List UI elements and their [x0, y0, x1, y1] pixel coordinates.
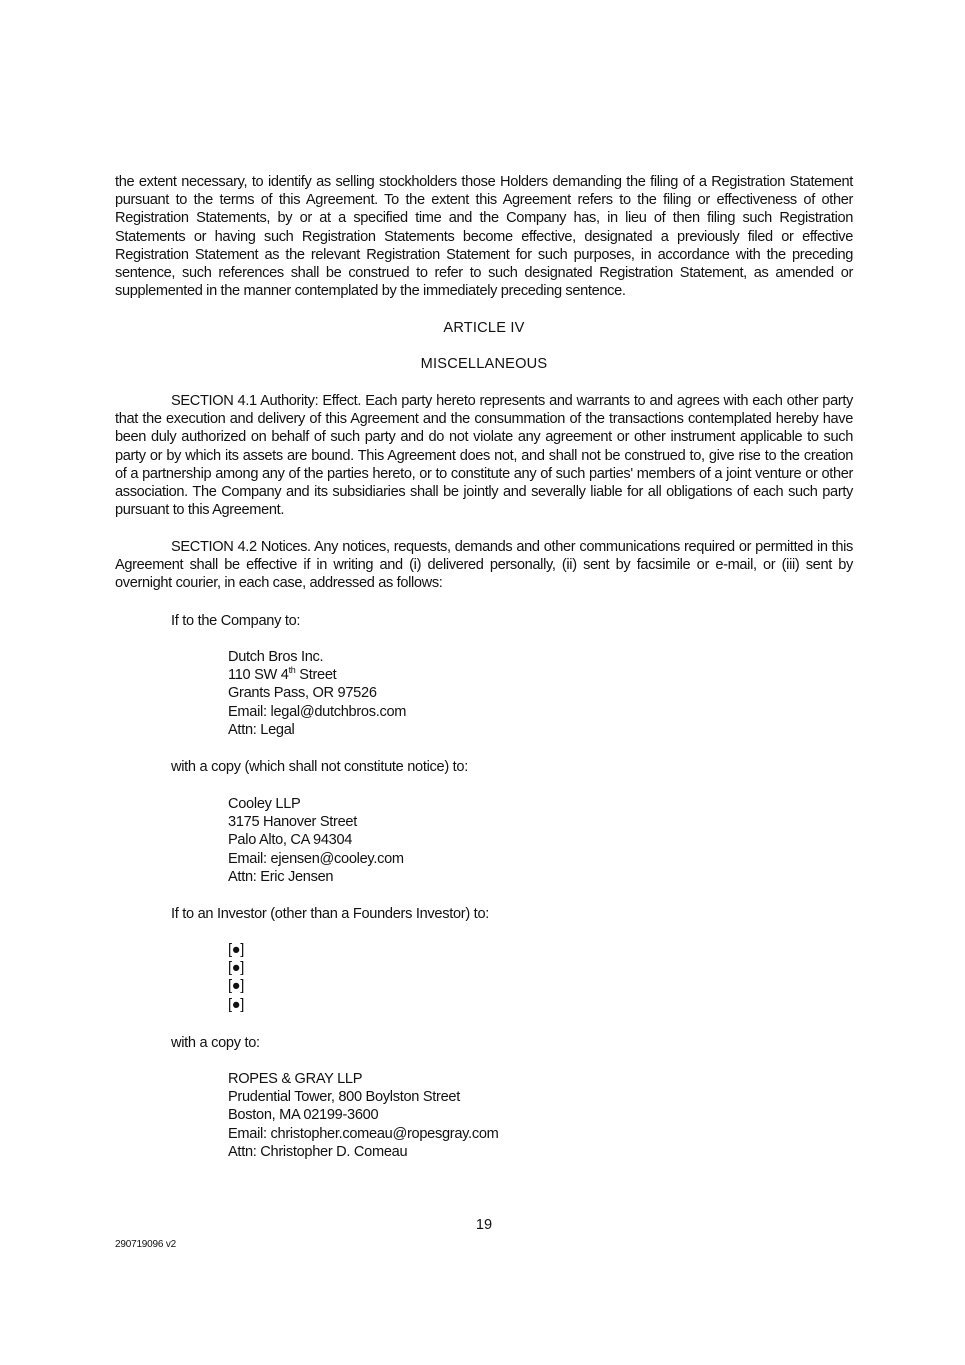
investor-copy-firm-street: Prudential Tower, 800 Boylston Street [228, 1089, 461, 1106]
investor-copy-address [228, 1070, 499, 1161]
investor-copy-firm-city: Boston, MA 02199-3600 [228, 1107, 379, 1124]
investor-address-line: [●] [228, 978, 245, 995]
copy-firm-street: 3175 Hanover Street [228, 814, 357, 831]
section-4-1: SECTION 4.1 Authority: Effect. Each party hereto represents and warrants to and agrees with each other party that the execution and delivery of this Agreement and the consummation of the transactions contemplated hereby have been duly authorized on behalf of such party and do not violate any agreement or other instrument applicable to such party or by which its assets are bound. This Agreement does not, and shall not be construed to, give rise to the creation of a partnership among any of the parties hereto, or to constitute any of such parties' members of a joint venture or other association. The Company and its subsidiaries shall be jointly and severally liable for all obligations of each such party pursuant to this Agreement. [115, 393, 853, 519]
company-city: Grants Pass, OR 97526 [228, 685, 377, 702]
article-heading: ARTICLE IV [443, 320, 525, 336]
company-copy-address [228, 795, 404, 886]
copy-firm-attn: Attn: Eric Jensen [228, 868, 334, 885]
section-4-2: SECTION 4.2 Notices. Any notices, requests, demands and other communications required or permitted in this Agreement shall be effective if in writing and (i) delivered personally, (ii) sent by facsimile or e-mail, or (iii) sent by overnight courier, in each case, addressed as follows: [115, 539, 853, 592]
investor-address-line: [●] [228, 996, 245, 1013]
copy-firm-email: Email: ejensen@cooley.com [228, 850, 404, 867]
investor-copy-firm-name: ROPES & GRAY LLP [228, 1071, 363, 1087]
investor-address [228, 941, 244, 1014]
company-label: If to the Company to: [171, 613, 301, 629]
copy-firm-city: Palo Alto, CA 94304 [228, 832, 353, 849]
company-street: 110 SW 4th Street [228, 665, 337, 684]
page-number: 19 [475, 1217, 493, 1233]
company-address [228, 648, 406, 739]
company-email: Email: legal@dutchbros.com [228, 703, 407, 720]
investor-copy-firm-attn: Attn: Christopher D. Comeau [228, 1143, 408, 1160]
intro-paragraph: the extent necessary, to identify as selling stockholders those Holders demanding the filing of a Registration Statement pursuant to the terms of this Agreement. To the extent this Agreement refers to the filing or effectiveness of other Registration Statements, by or at a specified time and the Company has, in lieu of then filing such Registration Statements or having such Registration Statements become effective, designated a previously filed or effective Registration Statement as the relevant Registration Statement for such purposes, in accordance with the preceding sentence, such references shall be construed to refer to such designated Registration Statement, as amended or supplemented in the manner contemplated by the immediately preceding sentence. [115, 174, 853, 300]
investor-copy-label: with a copy to: [171, 1035, 260, 1051]
document-id: 290719096 v2 [115, 1239, 176, 1250]
investor-address-line: [●] [228, 960, 245, 977]
investor-copy-firm-email: Email: christopher.comeau@ropesgray.com [228, 1125, 499, 1142]
investor-address-line: [●] [228, 942, 245, 958]
company-copy-label: with a copy (which shall not constitute notice) to: [171, 759, 468, 775]
copy-firm-name: Cooley LLP [228, 796, 301, 812]
article-title: MISCELLANEOUS [420, 356, 548, 372]
investor-label: If to an Investor (other than a Founders Investor) to: [171, 906, 490, 922]
company-attn: Attn: Legal [228, 721, 295, 738]
company-name: Dutch Bros Inc. [228, 649, 324, 665]
